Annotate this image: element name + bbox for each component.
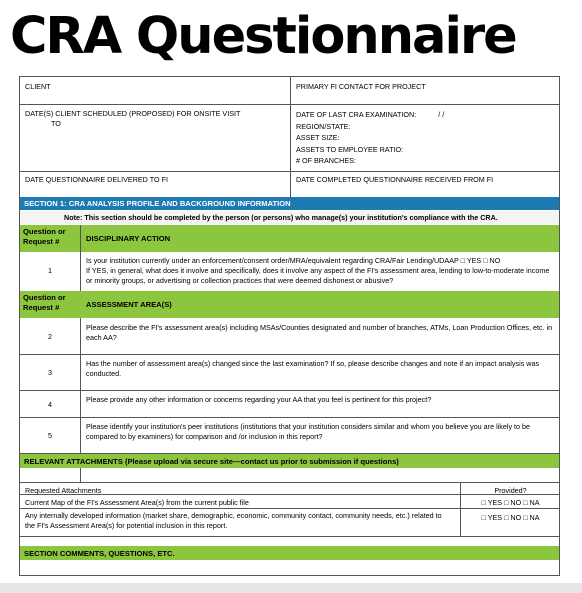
question-text-4[interactable]: Please provide any other information or concerns regarding your AA that you feel is pertinent for this project? bbox=[86, 395, 432, 404]
attachments-col-requested: Requested Attachments bbox=[25, 486, 102, 495]
provided-checkboxes[interactable]: □ YES □ NO □ NA bbox=[481, 513, 540, 522]
exam-info-block bbox=[292, 107, 560, 169]
client-field[interactable]: CLIENT bbox=[25, 82, 51, 91]
question-number: 2 bbox=[48, 332, 52, 341]
section1-note: Note: This section should be completed by the person (or persons) who manage(s) your institution's compliance with the CRA. bbox=[20, 211, 559, 224]
header-divider bbox=[290, 77, 291, 197]
header-rule bbox=[20, 104, 559, 105]
assessment-header bbox=[20, 291, 559, 318]
question-text-5[interactable]: Please identify your institution's peer institutions (institutions that your institution considers similar and whom you believe you are likely to be compared to by examiners) for comparison and /or inclusion in this report? bbox=[86, 422, 531, 442]
comments-title: SECTION COMMENTS, QUESTIONS, ETC. bbox=[20, 546, 559, 560]
row-rule bbox=[20, 354, 559, 355]
disciplinary-header bbox=[20, 225, 559, 252]
provided-checkboxes[interactable]: □ YES □ NO □ NA bbox=[481, 498, 540, 507]
question-text-1[interactable] bbox=[81, 253, 559, 289]
last-exam-label: DATE OF LAST CRA EXAMINATION: bbox=[296, 110, 417, 119]
questionnaire-document bbox=[19, 76, 560, 576]
primary-contact-field[interactable]: PRIMARY FI CONTACT FOR PROJECT bbox=[296, 82, 426, 91]
attachments-col-provided: Provided? bbox=[494, 486, 527, 495]
header-rule bbox=[20, 171, 559, 172]
asset-size-field[interactable]: ASSET SIZE: bbox=[296, 133, 340, 143]
assessment-title: ASSESSMENT AREA(S) bbox=[86, 300, 172, 309]
attachment-item: Any internally developed information (market share, demographic, economic, community contact, community needs, etc.) related to the FI's Assessment Area(s) for potential inclusion in this report. bbox=[25, 511, 442, 530]
page-title: CRA Questionnaire bbox=[10, 7, 516, 66]
section1-title: SECTION 1: CRA ANALYSIS PROFILE AND BACKGROUND INFORMATION bbox=[20, 197, 559, 210]
page-bottom-strip bbox=[0, 583, 582, 593]
question-followup: If YES, in general, what does it involve and specifically, does it involve any aspect of the FI's assessment area, lending to low-to-moderate income or minority groups, or advertising or collection practices that were deemed dishonest or abusive? bbox=[86, 266, 550, 286]
question-text-3[interactable]: Has the number of assessment area(s) changed since the last examination? If so, please describe changes and note if an impact analysis was conducted. bbox=[86, 359, 540, 379]
question-number: 4 bbox=[48, 400, 52, 409]
to-label: TO bbox=[51, 118, 61, 128]
question-text-2[interactable]: Please describe the FI's assessment area(s) including MSAs/Counties designated and number of branches, ATMs, Loan Production Offices, etc. in each AA? bbox=[86, 323, 553, 343]
last-exam-field[interactable] bbox=[296, 109, 556, 121]
delivered-date-field[interactable]: DATE QUESTIONNAIRE DELIVERED TO FI bbox=[25, 175, 168, 184]
scheduled-dates-field[interactable] bbox=[21, 107, 289, 130]
question-col-header: Question or Request # bbox=[23, 293, 66, 312]
comments-area[interactable] bbox=[20, 561, 559, 575]
row-rule bbox=[20, 536, 559, 537]
question-number: 3 bbox=[48, 368, 52, 377]
question-number: 1 bbox=[48, 266, 52, 275]
disciplinary-title: DISCIPLINARY ACTION bbox=[86, 234, 171, 243]
row-rule bbox=[20, 417, 559, 418]
completed-date-field[interactable]: DATE COMPLETED QUESTIONNAIRE RECEIVED FROM FI bbox=[296, 175, 494, 184]
attachment-item: Current Map of the FI's Assessment Area(s) from the current public file bbox=[25, 498, 249, 507]
question-number: 5 bbox=[48, 431, 52, 440]
region-field[interactable]: REGION/STATE: bbox=[296, 121, 351, 131]
assets-ratio-field[interactable]: ASSETS TO EMPLOYEE RATIO: bbox=[296, 144, 404, 154]
row-rule bbox=[20, 390, 559, 391]
last-exam-value: / / bbox=[438, 110, 445, 119]
question-col-header: Question or Request # bbox=[23, 227, 66, 246]
branches-field[interactable]: # OF BRANCHES: bbox=[296, 156, 356, 166]
attachments-title: RELEVANT ATTACHMENTS (Please upload via secure site—contact us prior to submission if questions) bbox=[20, 454, 559, 468]
scheduled-dates-label: DATE(S) CLIENT SCHEDULED (PROPOSED) FOR ONSITE VISIT bbox=[25, 109, 241, 118]
question-text: Is your institution currently under an enforcement/consent order/MRA/equivalent regarding CRA/Fair Lending/UDAAP □ YES □ NO bbox=[86, 256, 501, 265]
row-rule bbox=[20, 482, 559, 483]
